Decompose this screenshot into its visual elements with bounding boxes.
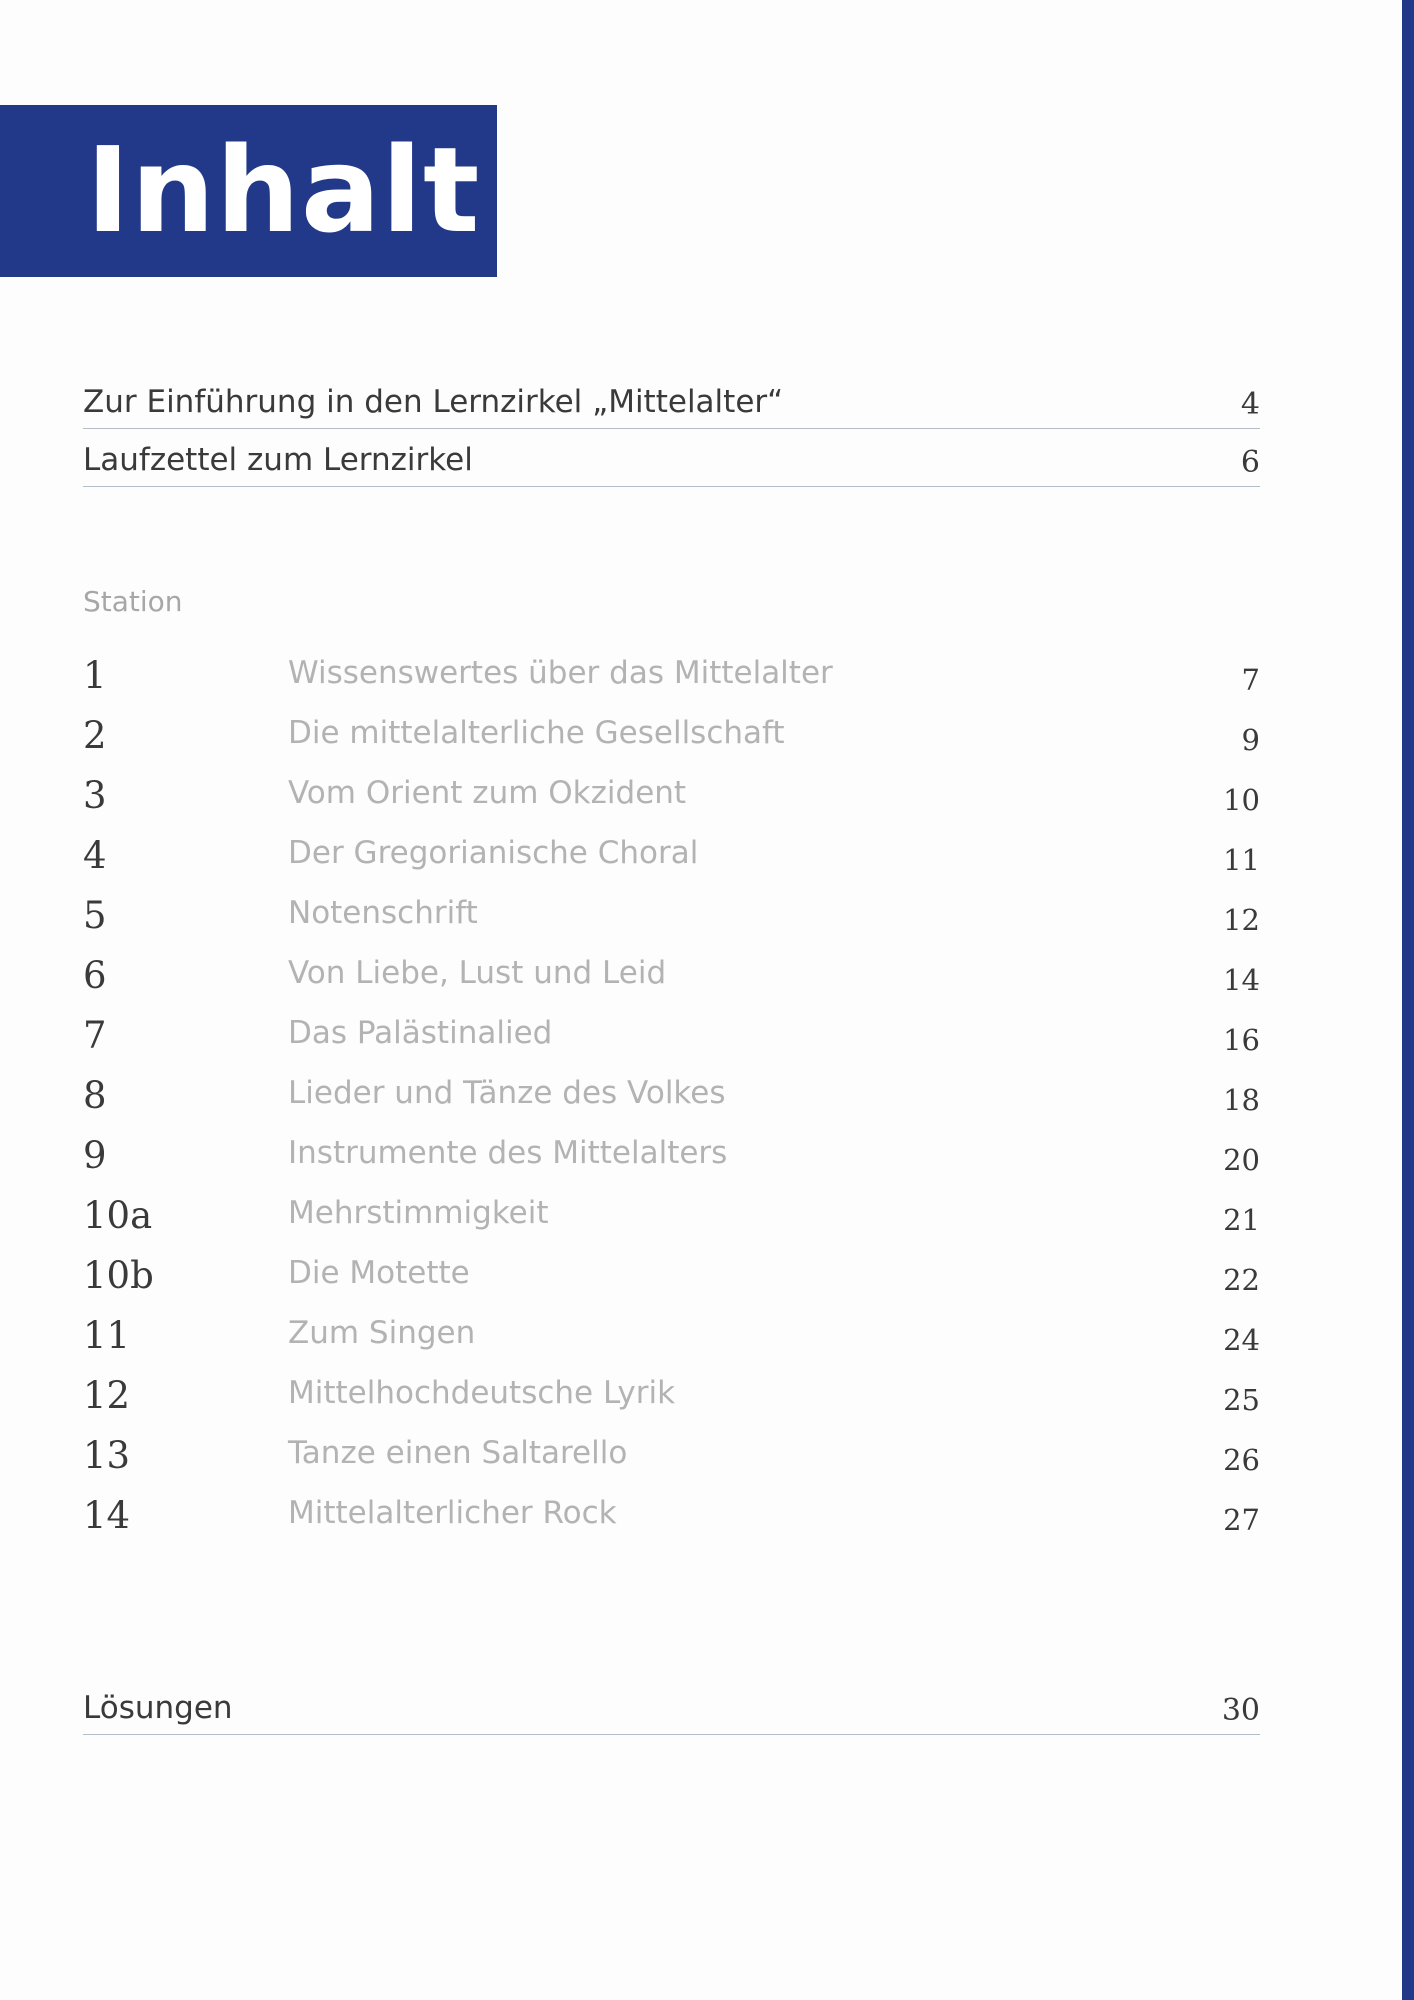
station-title: Zum Singen xyxy=(288,1315,476,1351)
station-page: 12 xyxy=(1223,903,1260,937)
station-title: Notenschrift xyxy=(288,895,478,931)
toc-entry-page: 4 xyxy=(1240,387,1260,422)
station-title: Instrumente des Mittelalters xyxy=(288,1135,728,1171)
station-row[interactable] xyxy=(83,1121,1260,1181)
station-page: 14 xyxy=(1223,963,1260,997)
page-title: Inhalt xyxy=(86,121,481,259)
station-row[interactable] xyxy=(83,881,1260,941)
toc-entry-label: Laufzettel zum Lernzirkel xyxy=(83,442,473,478)
station-number: 12 xyxy=(83,1374,131,1417)
station-page: 24 xyxy=(1223,1323,1260,1357)
station-number: 13 xyxy=(83,1434,131,1477)
station-title: Das Palästinalied xyxy=(288,1015,553,1051)
station-title: Die mittelalterliche Gesellschaft xyxy=(288,715,785,751)
station-number: 7 xyxy=(83,1014,107,1057)
station-row[interactable] xyxy=(83,1481,1260,1541)
station-number: 5 xyxy=(83,894,107,937)
title-banner xyxy=(0,105,497,277)
toc-entry-label: Lösungen xyxy=(83,1690,233,1726)
station-number: 2 xyxy=(83,714,107,757)
toc-entry-laufzettel[interactable] xyxy=(83,430,1260,487)
station-number: 10b xyxy=(83,1254,154,1297)
station-title: Von Liebe, Lust und Leid xyxy=(288,955,667,991)
station-number: 4 xyxy=(83,834,107,877)
station-row[interactable] xyxy=(83,1301,1260,1361)
station-page: 21 xyxy=(1223,1203,1260,1237)
station-row[interactable] xyxy=(83,941,1260,1001)
station-row[interactable] xyxy=(83,1241,1260,1301)
station-title: Die Motette xyxy=(288,1255,470,1291)
station-number: 11 xyxy=(83,1314,131,1357)
station-number: 10a xyxy=(83,1194,153,1237)
station-row[interactable] xyxy=(83,1421,1260,1481)
toc-entry-page: 30 xyxy=(1221,1693,1260,1728)
station-title: Vom Orient zum Okzident xyxy=(288,775,687,811)
station-page: 9 xyxy=(1241,723,1260,757)
toc-entry-label: Zur Einführung in den Lernzirkel „Mittelalter“ xyxy=(83,384,784,420)
station-row[interactable] xyxy=(83,821,1260,881)
station-page: 11 xyxy=(1223,843,1260,877)
station-number: 6 xyxy=(83,954,107,997)
station-page: 16 xyxy=(1223,1023,1260,1057)
station-title: Tanze einen Saltarello xyxy=(288,1435,628,1471)
station-number: 14 xyxy=(83,1494,131,1537)
station-number: 3 xyxy=(83,774,107,817)
station-title: Wissenswertes über das Mittelalter xyxy=(288,655,833,691)
station-row[interactable] xyxy=(83,1361,1260,1421)
right-edge-bar xyxy=(1402,0,1414,2000)
station-page: 26 xyxy=(1223,1443,1260,1477)
station-row[interactable] xyxy=(83,761,1260,821)
station-page: 20 xyxy=(1223,1143,1260,1177)
station-page: 10 xyxy=(1223,783,1260,817)
station-number: 9 xyxy=(83,1134,107,1177)
station-row[interactable] xyxy=(83,701,1260,761)
station-page: 22 xyxy=(1223,1263,1260,1297)
station-row[interactable] xyxy=(83,1001,1260,1061)
station-row[interactable] xyxy=(83,1061,1260,1121)
station-title: Lieder und Tänze des Volkes xyxy=(288,1075,726,1111)
station-row[interactable] xyxy=(83,1181,1260,1241)
station-number: 1 xyxy=(83,654,107,697)
station-heading: Station xyxy=(83,585,183,618)
station-title: Der Gregorianische Choral xyxy=(288,835,699,871)
station-page: 25 xyxy=(1223,1383,1260,1417)
station-number: 8 xyxy=(83,1074,107,1117)
toc-entry-page: 6 xyxy=(1240,445,1260,480)
toc-entry-solutions[interactable] xyxy=(83,1678,1260,1735)
station-row[interactable] xyxy=(83,641,1260,701)
station-page: 7 xyxy=(1241,663,1260,697)
station-page: 27 xyxy=(1223,1503,1260,1537)
station-title: Mehrstimmigkeit xyxy=(288,1195,549,1231)
station-page: 18 xyxy=(1223,1083,1260,1117)
toc-entry-introduction[interactable] xyxy=(83,372,1260,429)
station-title: Mittelhochdeutsche Lyrik xyxy=(288,1375,676,1411)
station-title: Mittelalterlicher Rock xyxy=(288,1495,617,1531)
